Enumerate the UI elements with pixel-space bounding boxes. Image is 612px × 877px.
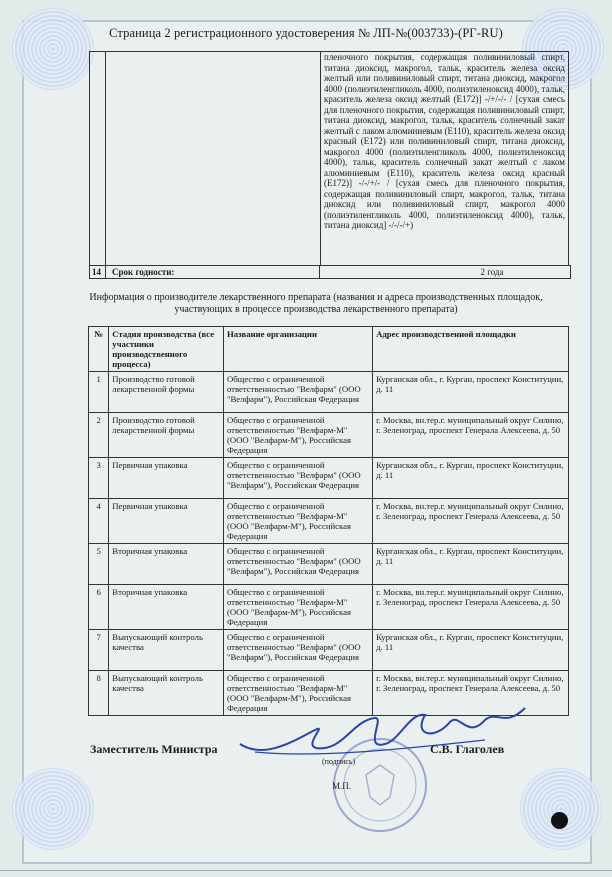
row-stage: Первичная упаковка (109, 458, 224, 499)
col-header-stage: Стадия производства (все участники производственного процесса) (109, 327, 224, 372)
composition-text: пленочного покрытия, содержащая поливиниловый спирт, титана диоксид, макрогол, тальк, краситель железа оксид желтый или поливиниловый спирт, титана диоксид, макрогол 4000 (полиэтиленгликоль 4000, полиэтиленоксид 4000), тальк, краситель железа оксид желтый (Е172)] -/+/-/- / [сухая смесь для пленочного покрытия, содержащая поливиниловый спирт, титана диоксид, макрогол, тальк, краситель солнечный закат желтый с лаком алюминиевым (Е110), краситель железа оксид красный (Е172) или поливиниловый спирт, титана диоксид, макрогол 4000 (полиэтиленгликоль 4000, полиэтиленоксид 4000), тальк, краситель солнечный закат желтый с лаком алюминиевым (Е110), краситель железа оксид красный (Е172)] -/-/+/- / [сухая смесь для пленочного покрытия, содержащая поливиниловый спирт, макрогол, тальк, титана диоксид или поливиниловый спирт, макрогол 4000 (полиэтиленгликоль 4000, полиэтиленоксид 4000), тальк, титана диоксид] -/-/-/+) (321, 52, 569, 266)
row-stage: Производство готовой лекарственной формы (109, 372, 224, 413)
row-num: 6 (89, 585, 109, 630)
shelf-life-row (89, 265, 571, 279)
shelf-life-num: 14 (92, 267, 101, 277)
rosette-ornament-icon (12, 8, 94, 90)
manufacturer-info-heading: Информация о производителе лекарственного препарата (названия и адреса производственных площадок, участвующих в процессе производства лекарственного препарата) (89, 292, 543, 315)
row-address: г. Москва, вн.тер.г. муниципальный округ Силино, г. Зеленоград, проспект Генерала Алексеева, д. 50 (373, 413, 569, 458)
row-num: 3 (89, 458, 109, 499)
row-stage: Вторичная упаковка (109, 544, 224, 585)
row-stage: Выпускающий контроль качества (109, 630, 224, 671)
row-org: Общество с ограниченной ответственностью "Велфарм-М" (ООО "Велфарм-М"), Российская Федерация (223, 413, 372, 458)
row-num: 1 (89, 372, 109, 413)
row-num: 5 (89, 544, 109, 585)
row-address: Курганская обл., г. Курган, проспект Конституции, д. 11 (373, 458, 569, 499)
shelf-life-label: Срок годности: (112, 267, 175, 277)
composition-table (89, 51, 569, 266)
table-row (89, 458, 569, 499)
col-header-address: Адрес производственной площадки (373, 327, 569, 372)
page-edge-divider (0, 870, 612, 871)
row-num: 7 (89, 630, 109, 671)
row-org: Общество с ограниченной ответственностью "Велфарм-М" (ООО "Велфарм-М"), Российская Федерация (223, 585, 372, 630)
rosette-ornament-icon (12, 768, 94, 850)
col-header-num: № (89, 327, 109, 372)
table-row (89, 544, 569, 585)
table-row (89, 372, 569, 413)
table-header-row (89, 327, 569, 372)
hologram-dot-icon (551, 812, 568, 829)
row-stage: Производство готовой лекарственной формы (109, 413, 224, 458)
row-num: 2 (89, 413, 109, 458)
row-org: Общество с ограниченной ответственностью "Велфарм" (ООО "Велфарм"), Российская Федерация (223, 458, 372, 499)
row-address: г. Москва, вн.тер.г. муниципальный округ Силино, г. Зеленоград, проспект Генерала Алексеева, д. 50 (373, 499, 569, 544)
table-row (89, 585, 569, 630)
row-org: Общество с ограниченной ответственностью "Велфарм" (ООО "Велфарм"), Российская Федерация (223, 372, 372, 413)
row-num: 4 (89, 499, 109, 544)
manufacturer-table (88, 326, 569, 716)
row-address: г. Москва, вн.тер.г. муниципальный округ Силино, г. Зеленоград, проспект Генерала Алексеева, д. 50 (373, 585, 569, 630)
signatory-position: Заместитель Министра (90, 742, 218, 756)
row-org: Общество с ограниченной ответственностью "Велфарм-М" (ООО "Велфарм-М"), Российская Федерация (223, 671, 372, 716)
row-address: г. Москва, вн.тер.г. муниципальный округ Силино, г. Зеленоград, проспект Генерала Алексеева, д. 50 (373, 671, 569, 716)
signatory-name: С.В. Глаголев (430, 742, 505, 756)
row-stage: Первичная упаковка (109, 499, 224, 544)
row-address: Курганская обл., г. Курган, проспект Конституции, д. 11 (373, 544, 569, 585)
row-org: Общество с ограниченной ответственностью "Велфарм" (ООО "Велфарм"), Российская Федерация (223, 544, 372, 585)
row-stage: Вторичная упаковка (109, 585, 224, 630)
empty-num-cell (90, 52, 106, 266)
table-row (89, 413, 569, 458)
signature-caption: (подпись) (322, 757, 356, 766)
row-org: Общество с ограниченной ответственностью "Велфарм-М" (ООО "Велфарм-М"), Российская Федерация (223, 499, 372, 544)
empty-label-cell (106, 52, 321, 266)
page-title: Страница 2 регистрационного удостоверения № ЛП-№(003733)-(РГ-RU) (109, 26, 503, 40)
row-address: Курганская обл., г. Курган, проспект Конституции, д. 11 (373, 372, 569, 413)
row-address: Курганская обл., г. Курган, проспект Конституции, д. 11 (373, 630, 569, 671)
signature-icon (235, 700, 535, 770)
rosette-ornament-icon (520, 768, 602, 850)
shelf-life-value: 2 года (480, 267, 504, 277)
row-org: Общество с ограниченной ответственностью "Велфарм" (ООО "Велфарм"), Российская Федерация (223, 630, 372, 671)
stamp-caption: М.П. (332, 781, 352, 791)
table-row (89, 499, 569, 544)
row-num: 8 (89, 671, 109, 716)
table-row (89, 630, 569, 671)
row-stage: Выпускающий контроль качества (109, 671, 224, 716)
col-header-org: Название организации (223, 327, 372, 372)
